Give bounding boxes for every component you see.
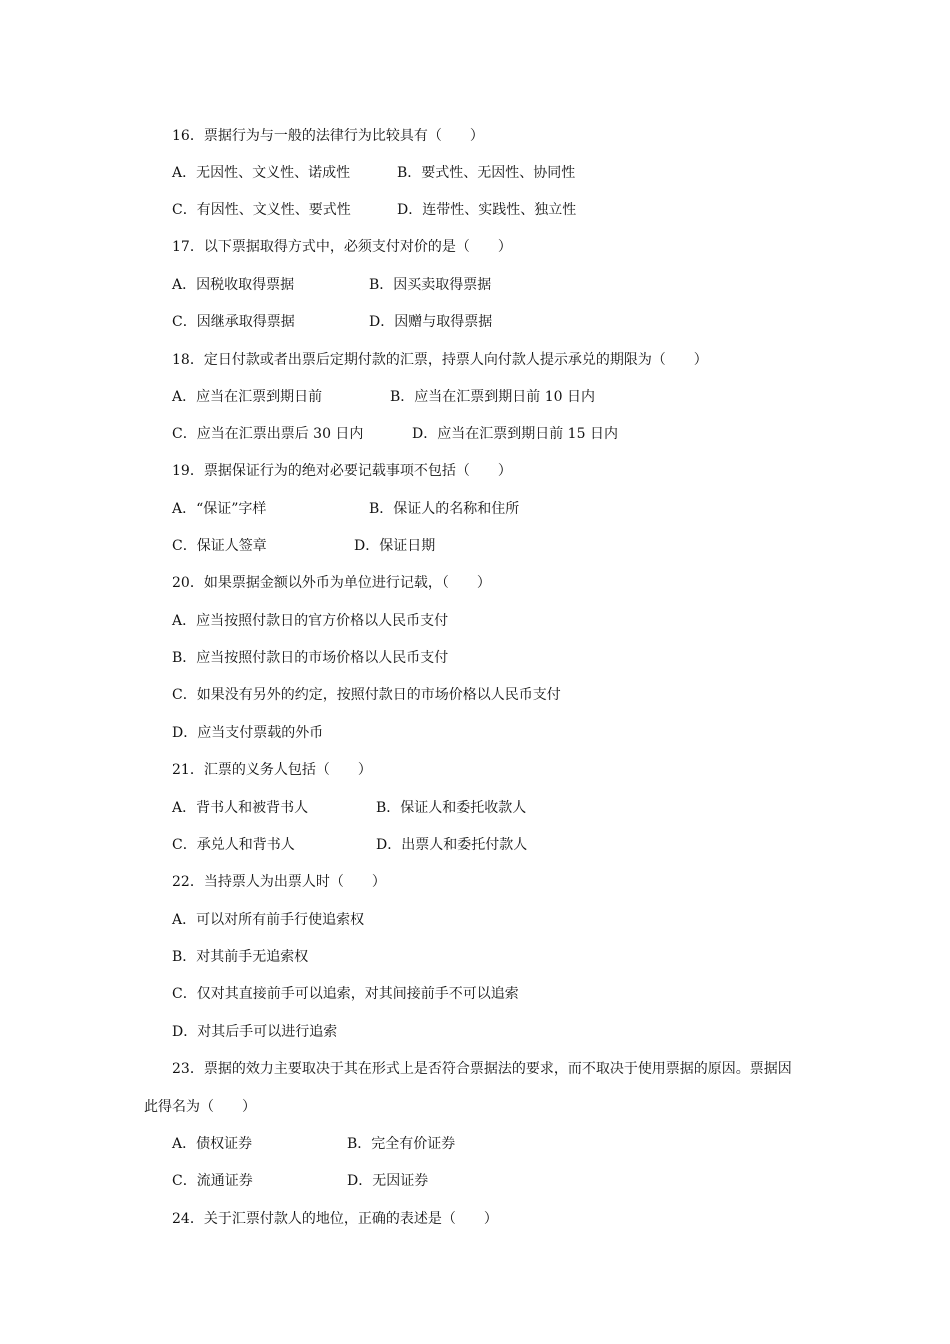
question-16-stem: 16．票据行为与一般的法律行为比较具有（ ） [172,128,484,144]
option-d: D．连带性、实践性、独立性 [397,202,577,218]
option-d: D．应当支付票载的外币 [172,725,324,741]
option-c: C．应当在汇票出票后 30 日内 [172,426,364,442]
option-a: A．应当按照付款日的官方价格以人民币支付 [172,613,449,629]
question-24-stem: 24．关于汇票付款人的地位，正确的表述是（ ） [172,1211,498,1227]
option-b: B．应当在汇票到期日前 10 日内 [390,389,596,405]
option-b: B．保证人的名称和住所 [369,501,520,517]
option-c: C．如果没有另外的约定，按照付款日的市场价格以人民币支付 [172,687,561,703]
option-d: D．无因证券 [347,1173,429,1189]
option-d: D．出票人和委托付款人 [376,837,528,853]
question-19-stem: 19．票据保证行为的绝对必要记载事项不包括（ ） [172,463,512,479]
option-c: C．有因性、文义性、要式性 [172,202,351,218]
question-23-stem: 23．票据的效力主要取决于其在形式上是否符合票据法的要求，而不取决于使用票据的原因。票据因 [172,1061,792,1077]
question-23-stem-continuation: 此得名为（ ） [144,1099,256,1115]
option-a: A．“保证”字样 [172,501,267,517]
option-a: A．背书人和被背书人 [172,800,309,816]
option-b: B．因买卖取得票据 [369,277,492,293]
option-d: D．保证日期 [354,538,436,554]
option-c: C．保证人签章 [172,538,267,554]
question-20-stem: 20．如果票据金额以外币为单位进行记载，（ ） [172,575,491,591]
option-b: B．完全有价证券 [347,1136,456,1152]
option-a: A．债权证券 [172,1136,253,1152]
option-b: B．应当按照付款日的市场价格以人民币支付 [172,650,449,666]
option-a: A．可以对所有前手行使追索权 [172,912,365,928]
option-c: C．承兑人和背书人 [172,837,295,853]
question-22-stem: 22．当持票人为出票人时（ ） [172,874,386,890]
option-a: A．因税收取得票据 [172,277,295,293]
option-b: B．对其前手无追索权 [172,949,309,965]
option-d: D．因赠与取得票据 [369,314,493,330]
question-21-stem: 21．汇票的义务人包括（ ） [172,762,372,778]
question-17-stem: 17．以下票据取得方式中，必须支付对价的是（ ） [172,239,512,255]
option-a: A．无因性、文义性、诺成性 [172,165,351,181]
option-c: C．仅对其直接前手可以追索，对其间接前手不可以追索 [172,986,519,1002]
question-18-stem: 18．定日付款或者出票后定期付款的汇票，持票人向付款人提示承兑的期限为（ ） [172,352,708,368]
option-b: B．保证人和委托收款人 [376,800,527,816]
option-c: C．流通证券 [172,1173,253,1189]
option-b: B．要式性、无因性、协同性 [397,165,576,181]
option-d: D．应当在汇票到期日前 15 日内 [412,426,618,442]
option-c: C．因继承取得票据 [172,314,295,330]
option-d: D．对其后手可以进行追索 [172,1024,338,1040]
option-a: A．应当在汇票到期日前 [172,389,323,405]
